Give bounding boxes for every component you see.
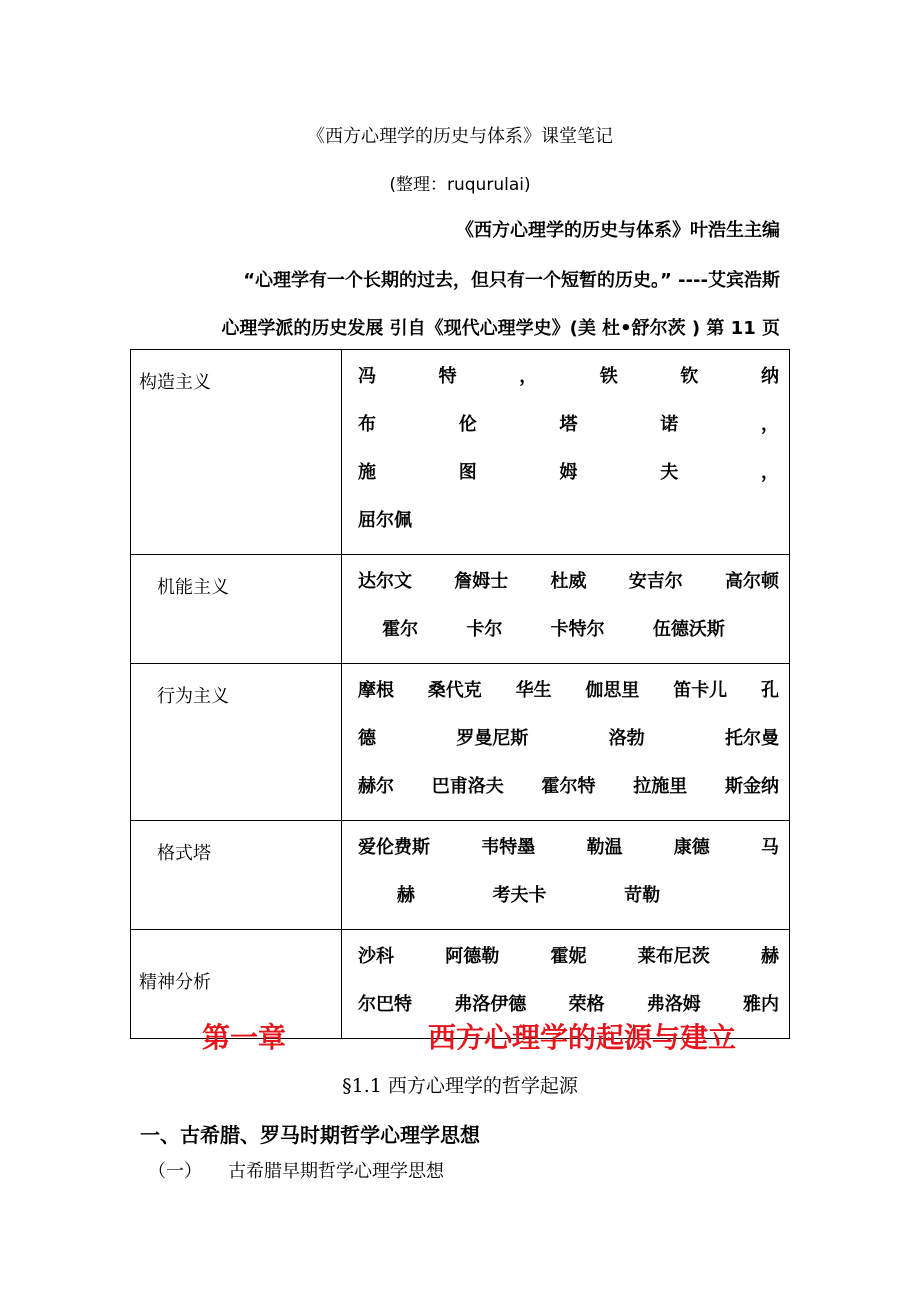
- representatives-line: [358, 942, 779, 990]
- representatives-line: [358, 724, 779, 772]
- psychologist-name: 卡尔: [466, 619, 503, 640]
- school-name-cell: [131, 664, 342, 821]
- school-name-cell: [131, 821, 342, 930]
- psychologist-name: 伍德沃斯: [652, 619, 725, 640]
- school-name-cell: [131, 555, 342, 664]
- representatives-cell: [342, 664, 790, 821]
- psychologist-name: 阿德勒: [445, 946, 500, 967]
- psychologist-name: 华生: [515, 680, 552, 701]
- representatives-line: [358, 676, 779, 724]
- psychologist-name: 达尔文: [358, 571, 412, 592]
- psychologist-name: 诺: [660, 414, 679, 435]
- school-name: 构造主义: [139, 372, 211, 393]
- psychologist-name: ，: [519, 366, 538, 387]
- psychologist-name: 钦: [680, 366, 699, 387]
- psychologist-name: 屈尔佩: [358, 510, 412, 531]
- psychologist-name: 康德: [673, 837, 710, 858]
- psychologist-name: 洛勃: [608, 728, 645, 749]
- psychologist-name: 霍尔: [382, 619, 419, 640]
- textbook-editor: 《西方心理学的历史与体系》叶浩生主编: [456, 220, 780, 241]
- psychologist-name: 弗洛伊德: [454, 994, 527, 1015]
- psychologist-name: 霍妮: [550, 946, 587, 967]
- psychologist-name: 爱伦费斯: [358, 837, 430, 858]
- psychologist-name: 巴甫洛夫: [431, 776, 504, 797]
- school-name: 行为主义: [157, 686, 229, 707]
- heading-level-1: 一、古希腊、罗马时期哲学心理学思想: [140, 1123, 480, 1147]
- psychologist-name: 伦: [458, 414, 477, 435]
- psychologist-name: 沙科: [358, 946, 394, 967]
- psychologist-name: ，: [761, 462, 779, 483]
- psychologist-name: 弗洛姆: [646, 994, 701, 1015]
- psychologist-name: 德: [358, 728, 376, 749]
- school-row: [131, 664, 790, 821]
- psychologist-name: 托尔曼: [724, 728, 779, 749]
- psychologist-name: 高尔顿: [725, 571, 779, 592]
- psychologist-name: 苛勒: [624, 885, 661, 906]
- ebbinghaus-quote: “心理学有一个长期的过去，但只有一个短暂的历史。” ----艾宾浩斯: [243, 270, 780, 291]
- psychologist-name: 冯: [358, 366, 376, 387]
- psychologist-name: 莱布尼茨: [637, 946, 710, 967]
- representatives-cell: [342, 555, 790, 664]
- school-name-cell: [131, 350, 342, 555]
- psychologist-name: 罗曼尼斯: [456, 728, 529, 749]
- representatives-line: [358, 362, 779, 410]
- psychologist-name: 特: [438, 366, 457, 387]
- psychologist-name: 伽思里: [585, 680, 640, 701]
- representatives-cell: [342, 350, 790, 555]
- school-name: 精神分析: [139, 972, 211, 993]
- school-name: 机能主义: [157, 577, 229, 598]
- psychologist-name: 安吉尔: [628, 571, 683, 592]
- psychologist-name: 摩根: [358, 680, 394, 701]
- psychologist-name: 韦特墨: [481, 837, 536, 858]
- psychologist-name: 姆: [559, 462, 578, 483]
- psychologist-name: 孔: [760, 680, 779, 701]
- representatives-line: [358, 410, 779, 458]
- heading-level-2: [148, 1157, 548, 1183]
- heading-level-2-title: 古希腊早期哲学心理学思想: [228, 1161, 444, 1182]
- psychologist-name: 尔巴特: [358, 994, 412, 1015]
- psychologist-name: 杜威: [550, 571, 587, 592]
- psychologist-name: 雅内: [743, 994, 779, 1015]
- psychologist-name: 詹姆士: [454, 571, 509, 592]
- psychologist-name: 施: [358, 462, 376, 483]
- representatives-line: [358, 506, 779, 554]
- chapter-number: 第一章: [202, 1021, 287, 1054]
- schools-table: [130, 349, 790, 1039]
- psychologist-name: 笛卡儿: [673, 680, 728, 701]
- school-name: 格式塔: [157, 843, 211, 864]
- representatives-line: [358, 567, 779, 615]
- representatives-line: [358, 881, 779, 929]
- representatives-cell: [342, 821, 790, 930]
- representatives-line: [358, 833, 779, 881]
- section-heading: §1.1 西方心理学的哲学起源: [342, 1075, 578, 1097]
- psychologist-name: 纳: [760, 366, 779, 387]
- heading-level-2-number: （一）: [148, 1161, 202, 1182]
- representatives-line: [358, 615, 779, 663]
- psychologist-name: 赫尔: [358, 776, 394, 797]
- psychologist-name: 夫: [660, 462, 679, 483]
- compiler-note: (整理：ruqurulai): [389, 175, 531, 195]
- psychologist-name: 霍尔特: [541, 776, 596, 797]
- psychologist-name: 赫: [396, 885, 415, 906]
- document-title: 《西方心理学的历史与体系》课堂笔记: [307, 126, 613, 147]
- psychologist-name: 马: [761, 837, 779, 858]
- school-row: [131, 350, 790, 555]
- chapter-title: 西方心理学的起源与建立: [428, 1021, 737, 1054]
- psychologist-name: 勒温: [586, 837, 623, 858]
- psychologist-name: ，: [761, 414, 779, 435]
- representatives-line: [358, 458, 779, 506]
- school-row: [131, 821, 790, 930]
- psychologist-name: 拉施里: [633, 776, 688, 797]
- table-reference: 心理学派的历史发展 引自《现代心理学史》(美 杜•舒尔茨 ) 第 11 页: [221, 318, 780, 339]
- psychologist-name: 卡特尔: [550, 619, 605, 640]
- psychologist-name: 赫: [761, 946, 779, 967]
- school-row: [131, 555, 790, 664]
- representatives-line: [358, 772, 779, 820]
- psychologist-name: 铁: [599, 366, 618, 387]
- psychologist-name: 荣格: [568, 994, 605, 1015]
- psychologist-name: 塔: [559, 414, 578, 435]
- psychologist-name: 图: [458, 462, 477, 483]
- psychologist-name: 考夫卡: [492, 885, 547, 906]
- psychologist-name: 布: [358, 414, 376, 435]
- psychologist-name: 斯金纳: [725, 776, 779, 797]
- chapter-heading: [0, 1016, 920, 1056]
- psychologist-name: 桑代克: [427, 680, 482, 701]
